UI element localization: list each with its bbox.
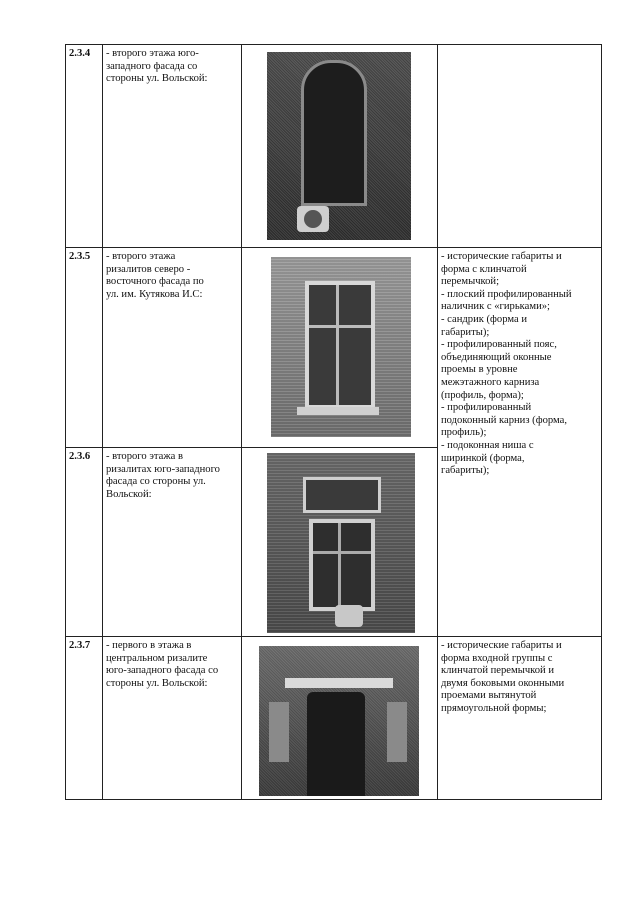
row-number: 2.3.6: [66, 448, 103, 637]
row-protected-features: - исторические габариты и форма с клинчатой перемычкой; - плоский профилированный наличник с «гирьками»; - сандрик (форма и габариты); - профилированный пояс, объединяющий оконные проемы в уровне межэтажного карниза (профиль, форма); - профилированный подоконный карниз (форма, профиль); - подоконная ниша с ширинкой (форма, габариты);: [438, 248, 602, 637]
table-row: [66, 45, 602, 248]
row-photo: [242, 448, 438, 637]
row-description: - второго этажа ризалитов северо - восточного фасада по ул. им. Кутякова И.С:: [103, 248, 242, 448]
row-protected-features: - исторические габариты и форма входной группы с клинчатой перемычкой и двумя боковыми оконными проемами вытянутой прямоугольной формы;: [438, 637, 602, 800]
facade-photo-window: [271, 257, 411, 437]
row-protected-features: [438, 45, 602, 248]
air-conditioner-unit: [335, 605, 363, 627]
facade-photo-window: [267, 52, 411, 240]
facade-photo-entrance: [259, 646, 419, 796]
facade-photo-window: [257, 453, 415, 633]
row-number: 2.3.4: [66, 45, 103, 248]
row-photo: [242, 248, 438, 448]
row-description: - первого в этажа в центральном ризалите юго-западного фасада со стороны ул. Вольской:: [103, 637, 242, 800]
row-description: - второго этажа юго- западного фасада со стороны ул. Вольской:: [103, 45, 242, 248]
facade-elements-table: [65, 44, 602, 800]
row-number: 2.3.7: [66, 637, 103, 800]
row-photo: [242, 637, 438, 800]
row-photo: [242, 45, 438, 248]
row-description: - второго этажа в ризалитах юго-западного фасада со стороны ул. Вольской:: [103, 448, 242, 637]
table-row: [66, 637, 602, 800]
air-conditioner-unit: [297, 206, 329, 232]
row-number: 2.3.5: [66, 248, 103, 448]
table-row: [66, 248, 602, 448]
